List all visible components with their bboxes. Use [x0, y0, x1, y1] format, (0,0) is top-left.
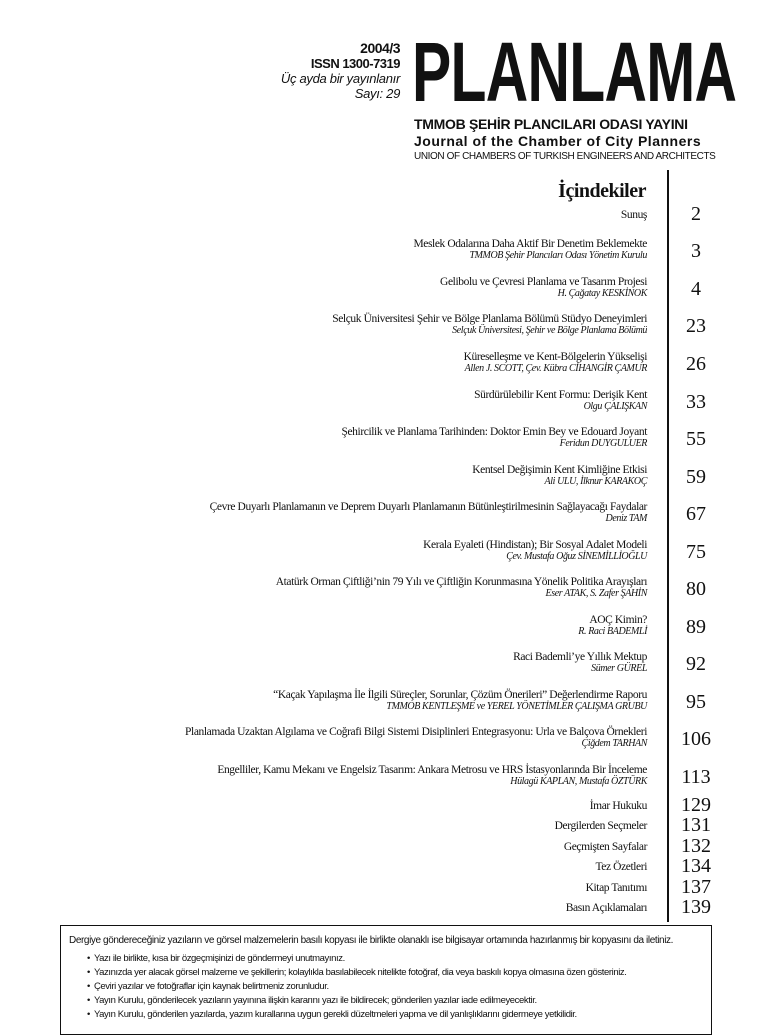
toc-entry-title: Tez Özetleri	[595, 861, 647, 873]
journal-logo: PLANLAMA	[412, 25, 737, 119]
toc-entry-author: Allen J. SCOTT, Çev. Kübra CİHANGİR ÇAMUR	[464, 363, 647, 374]
submission-notice	[60, 925, 712, 1035]
toc-entry-author: Hülagü KAPLAN, Mustafa ÖZTÜRK	[510, 776, 647, 787]
toc-entry-title: Kitap Tanıtımı	[585, 882, 647, 894]
notice-item: • Yayın Kurulu, gönderilen yazılarda, yazım kurallarına uygun gerekli düzeltmeleri yapma ve dil yanlışlıklarını gidermeye yetkilidir.	[87, 1008, 627, 1022]
toc-entry-title: Atatürk Orman Çiftliği’nin 79 Yılı ve Çiftliğin Korunmasına Yönelik Politika Arayışları	[275, 576, 647, 588]
toc-entry-page: 129	[681, 794, 711, 816]
notice-list	[87, 952, 627, 1022]
toc-entry-page: 139	[681, 896, 711, 918]
toc-entry-page: 23	[686, 315, 706, 337]
toc-entry-title: Şehircilik ve Planlama Tarihinden: Doktor Emin Bey ve Edouard Joyant	[341, 426, 647, 438]
toc-title: İçindekiler	[558, 180, 646, 202]
toc-entry-page: 80	[686, 578, 706, 600]
notice-item: • Çeviri yazılar ve fotoğraflar için kaynak belirtmeniz zorunludur.	[87, 980, 627, 994]
toc-entry-page: 55	[686, 428, 706, 450]
publisher-turkish: TMMOB ŞEHİR PLANCILARI ODASI YAYINI	[414, 116, 688, 132]
toc-entry-page: 2	[691, 203, 701, 225]
toc-entry-title: Sunuş	[620, 209, 647, 221]
toc-entry-title: Dergilerden Seçmeler	[554, 820, 647, 832]
toc-entry-page: 75	[686, 541, 706, 563]
toc-entry-title: Kerala Eyaleti (Hindistan); Bir Sosyal Adalet Modeli	[423, 539, 647, 551]
union-name: UNION OF CHAMBERS OF TURKISH ENGINEERS AND ARCHITECTS	[414, 151, 716, 162]
toc-entry-title: Planlamada Uzaktan Algılama ve Coğrafi Bilgi Sistemi Disiplinleri Entegrasyonu: Urla ve Balçova Örnekleri	[185, 726, 647, 738]
toc-entry-author: H. Çağatay KESKİNOK	[557, 288, 647, 299]
issue-count: Sayı: 29	[354, 86, 400, 101]
toc-entry-page: 113	[681, 766, 711, 788]
toc-entry-page: 132	[681, 835, 711, 857]
toc-entry-author: TMMOB Şehir Plancıları Odası Yönetim Kurulu	[469, 250, 647, 261]
notice-intro: Dergiye göndereceğiniz yazıların ve görsel malzemelerin basılı kopyası ile birlikte olanaklı ise bilgisayar ortamında hazırlanmış bir kopyasını da iletiniz.	[69, 935, 674, 946]
toc-entry-page: 106	[681, 728, 711, 750]
toc-entry-title: Raci Bademli’ye Yıllık Mektup	[513, 651, 647, 663]
toc-entry-author: Deniz TAM	[605, 513, 647, 524]
toc-entry-page: 134	[681, 855, 711, 877]
toc-entry-page: 95	[686, 691, 706, 713]
publisher-english: Journal of the Chamber of City Planners	[414, 133, 702, 149]
notice-item: • Yazı ile birlikte, kısa bir özgeçmişinizi de göndermeyi unutmayınız.	[87, 952, 627, 966]
toc-entry-page: 92	[686, 653, 706, 675]
toc-entry-title: AOÇ Kimin?	[589, 614, 647, 626]
toc-entry-author: Eser ATAK, S. Zafer ŞAHİN	[545, 588, 647, 599]
toc-entry-page: 131	[681, 814, 711, 836]
toc-entry-title: Gelibolu ve Çevresi Planlama ve Tasarım Projesi	[440, 276, 647, 288]
toc-entry-page: 67	[686, 503, 706, 525]
toc-entry-page: 26	[686, 353, 706, 375]
toc-entry-author: Olgu ÇALIŞKAN	[583, 401, 647, 412]
toc-entry-title: Küreselleşme ve Kent-Bölgelerin Yükselişi	[463, 351, 647, 363]
toc-entry-title: İmar Hukuku	[589, 800, 647, 812]
toc-entry-title: Sürdürülebilir Kent Formu: Derişik Kent	[474, 389, 647, 401]
toc-entry-author: Çiğdem TARHAN	[581, 738, 647, 749]
toc-entry-page: 4	[691, 278, 701, 300]
toc-entry-author: TMMOB KENTLEŞME ve YEREL YÖNETİMLER ÇALIŞMA GRUBU	[386, 701, 647, 712]
toc-entry-title: Kentsel Değişimin Kent Kimliğine Etkisi	[472, 464, 647, 476]
toc-entry-title: Meslek Odalarına Daha Aktif Bir Denetim Beklemekte	[413, 238, 647, 250]
toc-entry-author: Sümer GÜREL	[591, 663, 647, 674]
toc-entry-title: Selçuk Üniversitesi Şehir ve Bölge Planlama Bölümü Stüdyo Deneyimleri	[332, 313, 647, 325]
toc-entry-page: 3	[691, 240, 701, 262]
issue-number: 2004/3	[360, 40, 400, 56]
toc-entry-author: Ali ULU, İlknur KARAKOÇ	[544, 476, 647, 487]
toc-entry-title: Çevre Duyarlı Planlamanın ve Deprem Duyarlı Planlamanın Bütünleştirilmesinin Sağlayacağı Faydalar	[209, 501, 647, 513]
issn: ISSN 1300-7319	[310, 56, 400, 71]
toc-entry-page: 33	[686, 391, 706, 413]
toc-entry-author: Feridun DUYGULUER	[559, 438, 647, 449]
toc-entry-author: Selçuk Üniversitesi, Şehir ve Bölge Planlama Bölümü	[452, 325, 647, 336]
toc-entry-title: Geçmişten Sayfalar	[563, 841, 647, 853]
publication-frequency: Üç ayda bir yayınlanır	[280, 71, 400, 86]
toc-entry-title: Basın Açıklamaları	[565, 902, 647, 914]
toc-entry-title: “Kaçak Yapılaşma İle İlgili Süreçler, Sorunlar, Çözüm Önerileri” Değerlendirme Raporu	[273, 689, 647, 701]
toc-entry-title: Engelliler, Kamu Mekanı ve Engelsiz Tasarım: Ankara Metrosu ve HRS İstasyonlarında Bir İnceleme	[217, 764, 647, 776]
toc-entry-author: R. Raci BADEMLİ	[578, 626, 647, 637]
notice-item: • Yayın Kurulu, gönderilecek yazıların yayınına ilişkin kararını yazı ile bildirecek; gönderilen yazılar iade edilmeyecektir.	[87, 994, 627, 1008]
toc-entry-page: 137	[681, 876, 711, 898]
notice-item: • Yazınızda yer alacak görsel malzeme ve şekillerin; kolaylıkla basılabilecek nitelikte fotoğraf, dia veya baskılı kopya olmasına özen gösteriniz.	[87, 966, 627, 980]
toc-entry-page: 59	[686, 466, 706, 488]
toc-entry-page: 89	[686, 616, 706, 638]
toc-entry-author: Çev. Mustafa Oğuz SİNEMİLLİOĞLU	[506, 551, 647, 562]
